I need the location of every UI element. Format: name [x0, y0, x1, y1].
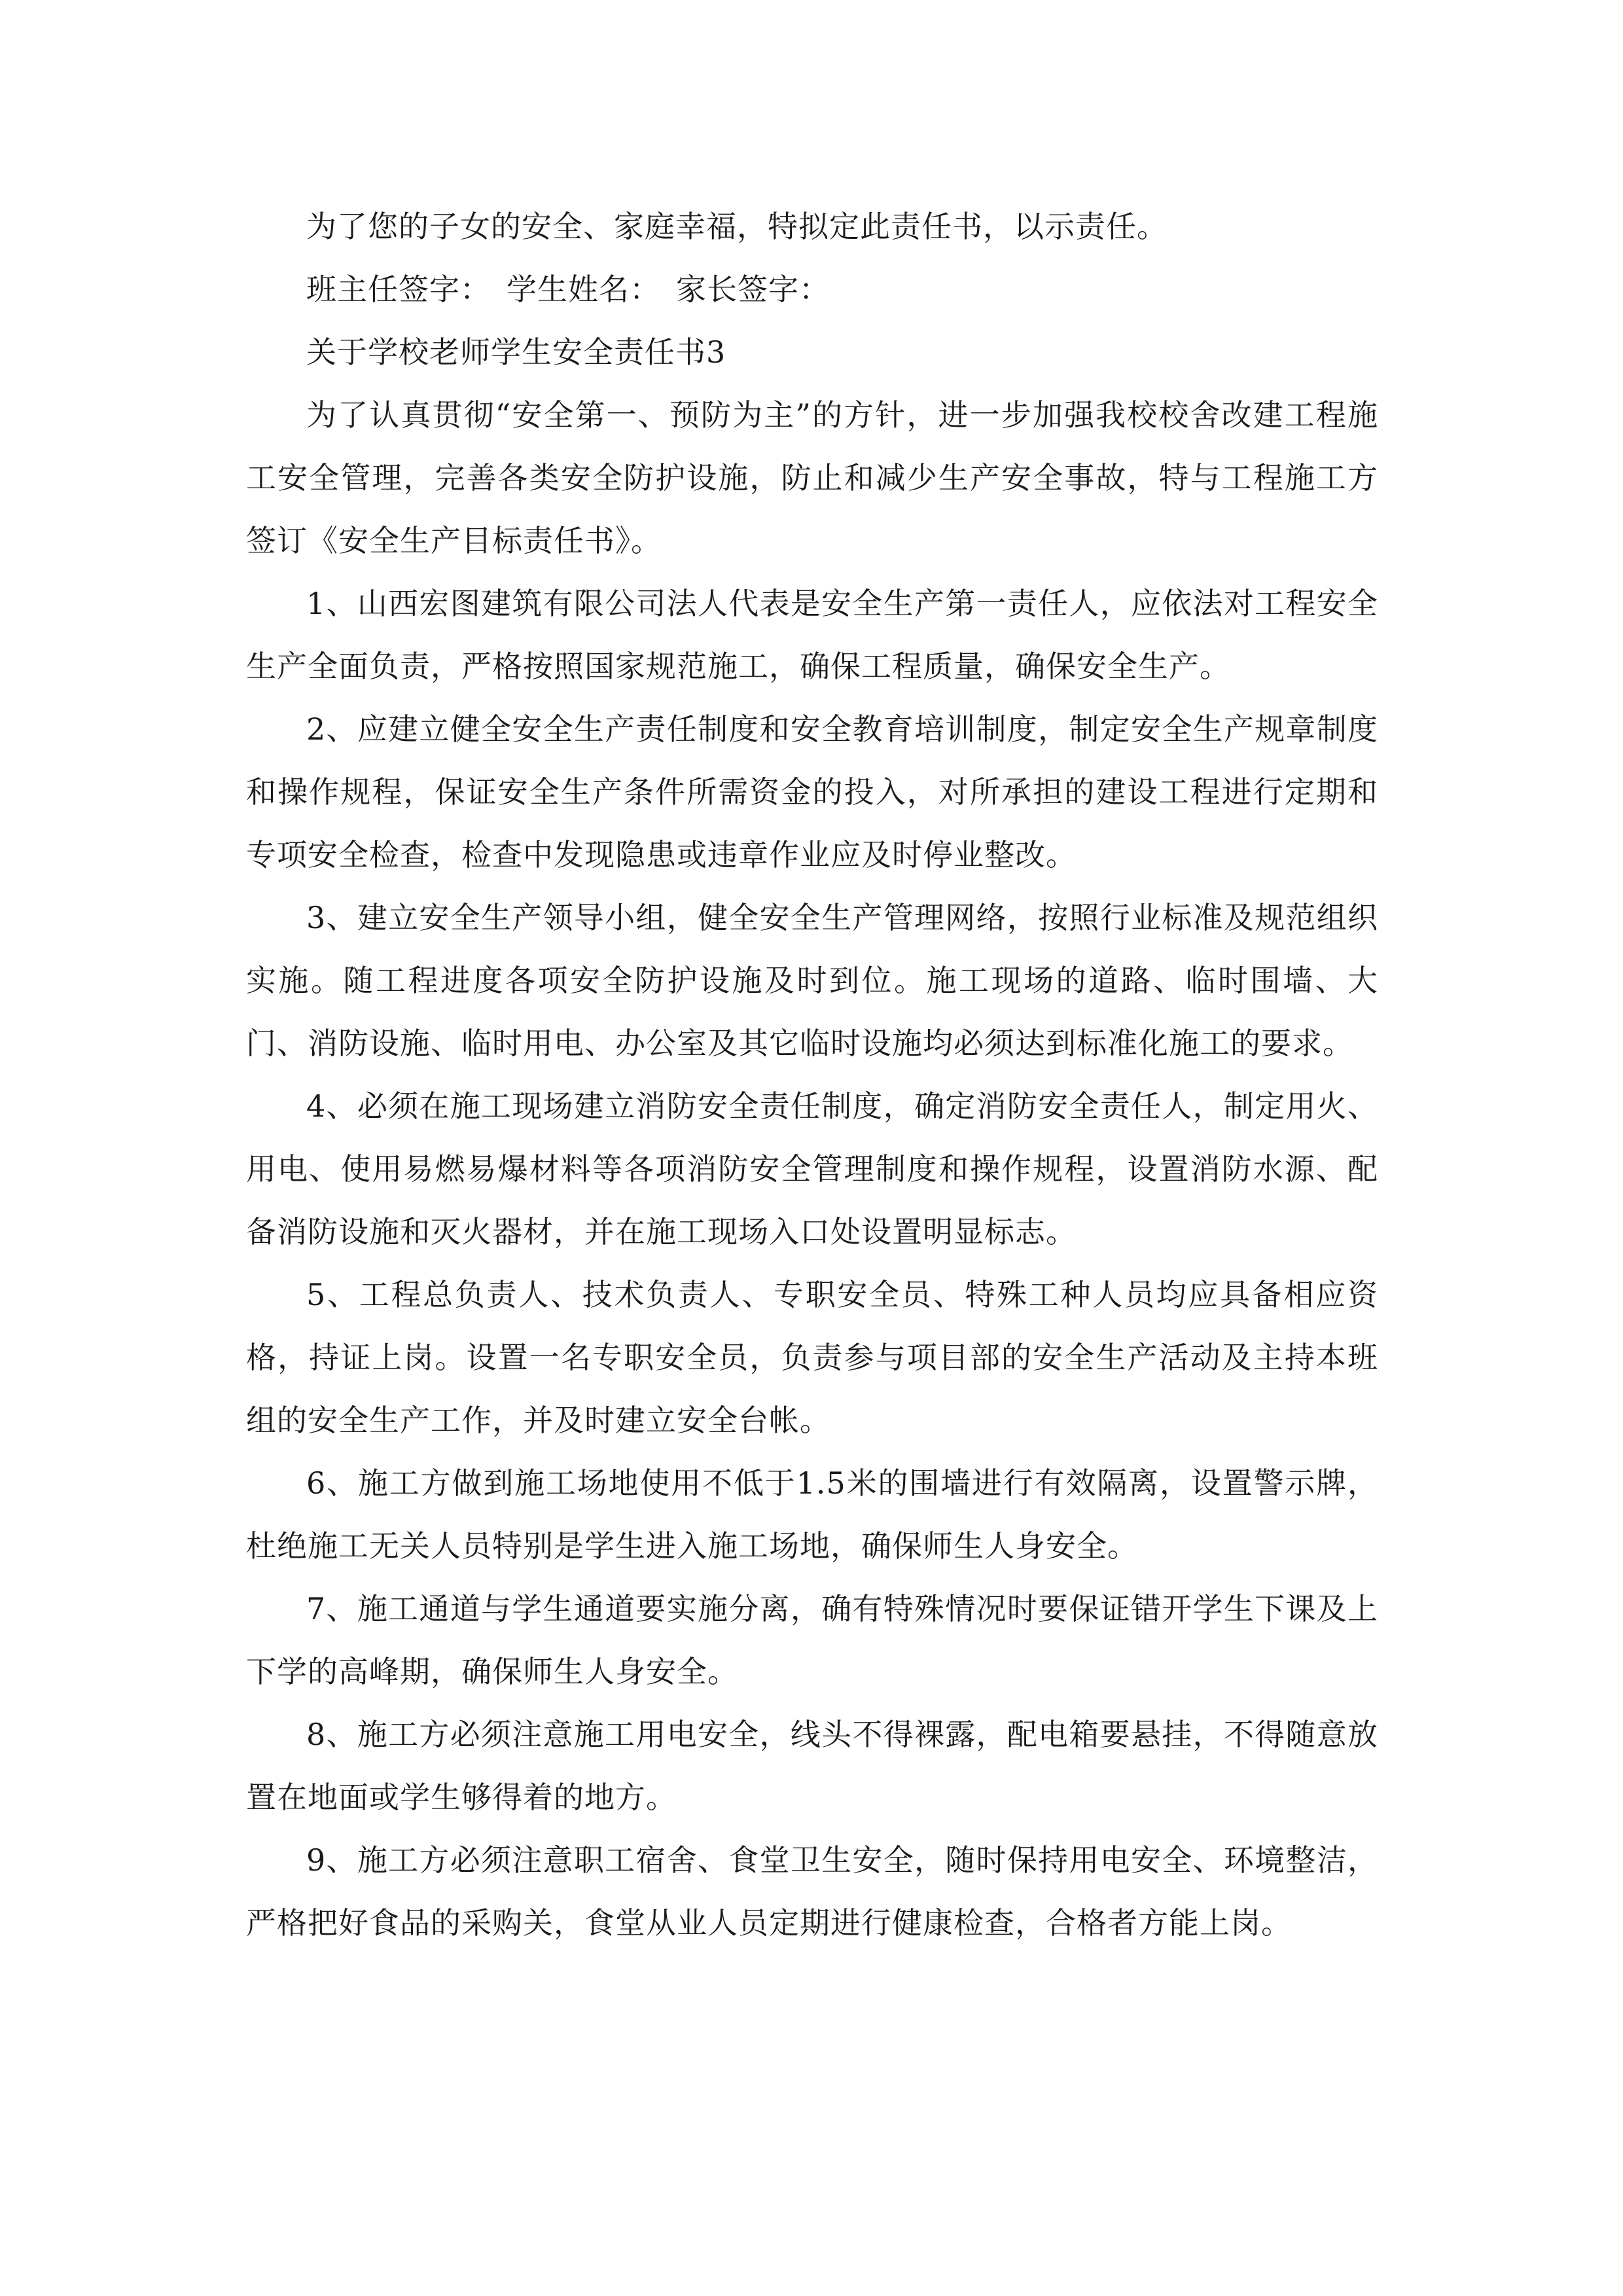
section-title: 关于学校老师学生安全责任书3 — [306, 334, 726, 370]
paragraph-signatures: 班主任签字： 学生姓名： 家长签字： — [306, 272, 830, 307]
clause-3: 3、建立安全生产领导小组，健全安全生产管理网络，按照行业标准及规范组织实施。随工程进度各项安全防护设施及时到位。施工现场的道路、临时围墙、大门、消防设施、临时用电、办公室及其它临时设施均必须达到标准化施工的要求。 — [246, 900, 1378, 1061]
paragraph-intro: 为了您的子女的安全、家庭幸福，特拟定此责任书，以示责任。 — [306, 209, 1168, 244]
clause-2: 2、应建立健全安全生产责任制度和安全教育培训制度，制定安全生产规章制度和操作规程，保证安全生产条件所需资金的投入，对所承担的建设工程进行定期和专项安全检查，检查中发现隐患或违章作业应及时停业整改。 — [246, 711, 1378, 872]
clause-8: 8、施工方必须注意施工用电安全，线头不得裸露，配电箱要悬挂，不得随意放置在地面或学生够得着的地方。 — [246, 1717, 1378, 1815]
clause-6: 6、施工方做到施工场地使用不低于1.5米的围墙进行有效隔离，设置警示牌，杜绝施工无关人员特别是学生进入施工场地，确保师生人身安全。 — [246, 1465, 1378, 1564]
clause-7: 7、施工通道与学生通道要实施分离，确有特殊情况时要保证错开学生下课及上下学的高峰期，确保师生人身安全。 — [246, 1591, 1378, 1689]
clause-1: 1、山西宏图建筑有限公司法人代表是安全生产第一责任人，应依法对工程安全生产全面负责，严格按照国家规范施工，确保工程质量，确保安全生产。 — [246, 586, 1378, 684]
document-body — [246, 195, 1378, 1954]
clause-9: 9、施工方必须注意职工宿舍、食堂卫生安全，随时保持用电安全、环境整洁，严格把好食品的采购关，食堂从业人员定期进行健康检查，合格者方能上岗。 — [246, 1842, 1378, 1941]
clause-5: 5、工程总负责人、技术负责人、专职安全员、特殊工种人员均应具备相应资格，持证上岗。设置一名专职安全员，负责参与项目部的安全生产活动及主持本班组的安全生产工作，并及时建立安全台帐。 — [246, 1277, 1378, 1438]
paragraph-preamble: 为了认真贯彻“安全第一、预防为主”的方针，进一步加强我校校舍改建工程施工安全管理，完善各类安全防护设施，防止和减少生产安全事故，特与工程施工方签订《安全生产目标责任书》。 — [246, 397, 1378, 558]
clause-4: 4、必须在施工现场建立消防安全责任制度，确定消防安全责任人，制定用火、用电、使用易燃易爆材料等各项消防安全管理制度和操作规程，设置消防水源、配备消防设施和灭火器材，并在施工现场入口处设置明显标志。 — [246, 1088, 1378, 1249]
